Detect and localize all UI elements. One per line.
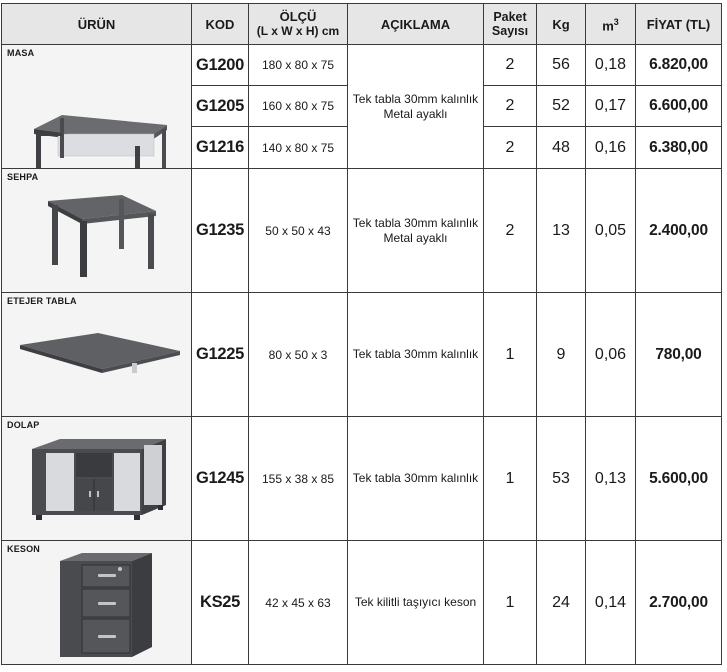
header-dimensions (249, 4, 348, 45)
product-code: G1205 (192, 86, 249, 127)
price: 6.820,00 (636, 45, 722, 86)
price-table (1, 3, 722, 665)
product-image-cell (2, 541, 192, 665)
weight-kg: 9 (537, 293, 586, 417)
product-description (348, 541, 484, 665)
description-line: Metal ayaklı (383, 106, 448, 121)
weight-kg: 13 (537, 169, 586, 293)
header-packages-line1: Paket (493, 10, 527, 24)
product-name: MASA (7, 48, 35, 58)
product-description (348, 417, 484, 541)
package-count: 1 (484, 541, 537, 665)
header-packages-line2: Sayısı (491, 24, 529, 38)
product-description (348, 45, 484, 169)
header-volume (586, 4, 636, 45)
product-code: G1235 (192, 169, 249, 293)
package-count: 2 (484, 45, 537, 86)
volume-m3: 0,17 (586, 86, 636, 127)
product-code: G1225 (192, 293, 249, 417)
product-code: KS25 (192, 541, 249, 665)
header-dimensions-title: ÖLÇÜ (279, 9, 317, 24)
price: 780,00 (636, 293, 722, 417)
desk-illustration (2, 45, 192, 169)
table-row (2, 45, 722, 86)
header-code: KOD (192, 4, 249, 45)
product-dimensions: 140 x 80 x 75 (249, 127, 348, 169)
product-dimensions: 180 x 80 x 75 (249, 45, 348, 86)
product-code: G1216 (192, 127, 249, 169)
product-name: SEHPA (7, 172, 39, 182)
header-weight: Kg (537, 4, 586, 45)
package-count: 2 (484, 86, 537, 127)
cabinet-illustration (2, 417, 192, 541)
weight-kg: 52 (537, 86, 586, 127)
product-description (348, 293, 484, 417)
table-row (2, 293, 722, 417)
description-line: Tek tabla 30mm kalınlık (352, 91, 479, 106)
product-image-cell (2, 169, 192, 293)
shelf-top-illustration (2, 293, 192, 417)
product-image-cell (2, 293, 192, 417)
weight-kg: 56 (537, 45, 586, 86)
header-price: FİYAT (TL) (636, 4, 722, 45)
price: 2.400,00 (636, 169, 722, 293)
header-volume-exp: 3 (613, 16, 619, 27)
coffee-table-illustration (2, 169, 192, 293)
header-row (2, 4, 722, 45)
product-code: G1200 (192, 45, 249, 86)
package-count: 1 (484, 293, 537, 417)
package-count: 2 (484, 127, 537, 169)
product-name: ETEJER TABLA (7, 296, 77, 306)
product-name: KESON (7, 544, 41, 554)
price: 5.600,00 (636, 417, 722, 541)
header-volume-base: m (602, 18, 614, 34)
weight-kg: 24 (537, 541, 586, 665)
table-row (2, 417, 722, 541)
description-line: Tek tabla 30mm kalınlık (352, 215, 479, 230)
header-product: ÜRÜN (2, 4, 192, 45)
volume-m3: 0,05 (586, 169, 636, 293)
pedestal-illustration (2, 541, 192, 665)
weight-kg: 48 (537, 127, 586, 169)
description-line: Tek kilitli taşıyıcı keson (354, 595, 477, 609)
product-image-cell (2, 45, 192, 169)
volume-m3: 0,18 (586, 45, 636, 86)
product-description (348, 169, 484, 293)
product-image-cell (2, 417, 192, 541)
volume-m3: 0,14 (586, 541, 636, 665)
header-description: AÇIKLAMA (348, 4, 484, 45)
header-dimensions-sub: (L x W x H) cm (256, 24, 340, 38)
volume-m3: 0,13 (586, 417, 636, 541)
volume-m3: 0,16 (586, 127, 636, 169)
product-dimensions: 42 x 45 x 63 (249, 541, 348, 665)
product-code: G1245 (192, 417, 249, 541)
product-dimensions: 160 x 80 x 75 (249, 86, 348, 127)
description-line: Tek tabla 30mm kalınlık (352, 471, 479, 485)
product-dimensions: 50 x 50 x 43 (249, 169, 348, 293)
package-count: 2 (484, 169, 537, 293)
price: 6.380,00 (636, 127, 722, 169)
product-dimensions: 80 x 50 x 3 (249, 293, 348, 417)
table-row (2, 541, 722, 665)
weight-kg: 53 (537, 417, 586, 541)
volume-m3: 0,06 (586, 293, 636, 417)
price: 6.600,00 (636, 86, 722, 127)
product-name: DOLAP (7, 420, 40, 430)
product-dimensions: 155 x 38 x 85 (249, 417, 348, 541)
description-line: Metal ayaklı (383, 230, 448, 245)
table-row (2, 169, 722, 293)
description-line: Tek tabla 30mm kalınlık (352, 347, 479, 361)
package-count: 1 (484, 417, 537, 541)
price: 2.700,00 (636, 541, 722, 665)
header-packages (484, 4, 537, 45)
